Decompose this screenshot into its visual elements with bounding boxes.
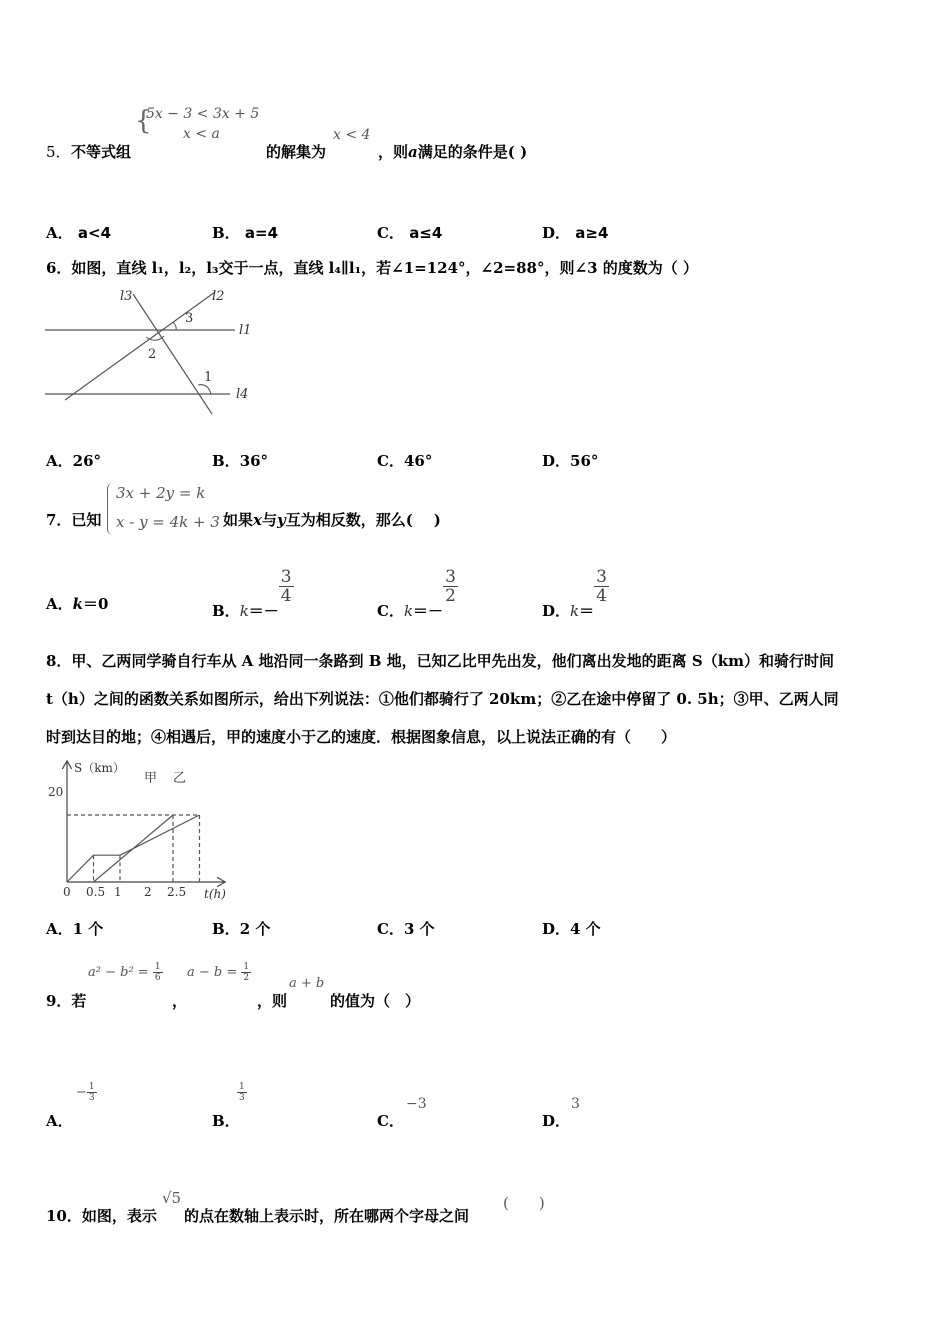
q5-option-c-label: C． [377, 224, 404, 242]
q8-option-b[interactable] [212, 918, 270, 939]
q8-line-2: t（h）之间的函数关系如图所示，给出下列说法：①他们都骑行了 20km；②乙在途中停留了 0. 5h；③甲、乙两人同 [46, 690, 839, 708]
q9-option-a-math [76, 1082, 97, 1103]
q8-label-yi: 乙 [173, 771, 187, 786]
q9-expr2 [187, 962, 251, 983]
q7-option-b-rel: ＝－ [248, 601, 279, 620]
q7-option-c-num: 3 [445, 567, 456, 587]
q5-option-d[interactable] [542, 222, 608, 243]
q7-option-a[interactable] [46, 593, 108, 614]
q7-option-c-rel: ＝－ [413, 601, 444, 620]
q6-label-l4: l4 [236, 387, 249, 402]
q6-label-l2: l2 [212, 289, 225, 304]
q6-option-b-value: 36° [239, 452, 269, 470]
q7-t2: 如果 [223, 511, 254, 529]
q7-var-y: y [276, 511, 286, 529]
q8-xtick-1: 1 [114, 885, 122, 899]
q7-option-d-label: D． [542, 601, 571, 620]
q5-text-5: ) [520, 143, 528, 161]
q9-option-b-num: 1 [239, 1082, 245, 1092]
q6-label-l3: l3 [120, 289, 133, 304]
q6-option-d-label: D． [542, 452, 571, 470]
q7-option-d[interactable] [542, 567, 609, 620]
q7-text-2 [223, 509, 441, 530]
q7-option-a-k: k [72, 595, 84, 613]
q8-option-a-label: A． [46, 920, 73, 938]
q8-xtick-0-5: 0.5 [86, 885, 106, 899]
q7-option-b[interactable] [212, 567, 294, 620]
q9-text-3: 的值为（ ） [330, 992, 421, 1010]
q9-option-a-den: 3 [88, 1093, 95, 1103]
q7-option-d-frac [594, 568, 609, 605]
q9-expr2-frac [241, 962, 251, 983]
q6-option-a-value: 26° [72, 452, 102, 470]
q6-label-angle3: 3 [185, 311, 194, 326]
q7-option-d-num: 3 [596, 567, 607, 587]
q9-expr3: a + b [289, 976, 325, 991]
q8-graph [44, 758, 234, 903]
q8-series [67, 815, 200, 882]
q8-option-d-label: D． [542, 920, 571, 938]
q8-option-d-value: 4 个 [570, 920, 601, 938]
q5-option-a[interactable] [46, 222, 111, 243]
q7-option-c[interactable] [377, 567, 458, 620]
q5-option-b-value: a=4 [244, 224, 279, 242]
q8-option-c-value: 3 个 [403, 920, 435, 938]
q7-system-brace [107, 483, 114, 535]
q5-option-b-label: B． [212, 224, 240, 242]
q9-expr2-text: a − b = [187, 965, 238, 980]
q9-option-c-label[interactable]: C． [377, 1112, 404, 1130]
q5-option-c-value: a≤4 [409, 224, 443, 242]
q8-paragraph [46, 642, 906, 756]
q10-text-1: 10．如图，表示 [46, 1207, 157, 1225]
q8-option-a-value: 1 个 [72, 920, 104, 938]
q7-option-a-label: A． [46, 595, 73, 613]
q5-option-a-label: A． [46, 224, 73, 242]
q5-number: 5． [46, 143, 71, 161]
q9-text-2: ，则 [257, 992, 288, 1010]
q6-option-b-label: B． [212, 452, 240, 470]
q8-ytick-20: 20 [48, 785, 64, 799]
q7-option-b-label: B． [212, 601, 240, 620]
q5-solution: x < 4 [333, 127, 371, 143]
q9-option-a-num: 1 [88, 1082, 95, 1092]
q10-text-2: 的点在数轴上表示时，所在哪两个字母之间 [184, 1207, 470, 1225]
q6-option-c-label: C． [377, 452, 404, 470]
q5-text-2: 的解集为 [266, 143, 327, 161]
q7-option-c-frac [443, 568, 458, 605]
q9-option-b-label[interactable]: B． [212, 1112, 240, 1130]
q8-ylabel: S（km） [74, 761, 125, 775]
q9-expr1-num: 1 [154, 962, 161, 972]
q5-text-3a: ，则 [378, 143, 409, 161]
q8-xtick-0: 0 [63, 885, 71, 899]
q6-label-l1: l1 [239, 323, 252, 338]
q9-text-1: 9．若 [46, 992, 87, 1010]
q8-label-jia: 甲 [144, 771, 158, 786]
q5-option-a-value: a<4 [77, 224, 112, 242]
q9-option-c-value: −3 [406, 1096, 427, 1112]
q6-line-l3 [133, 294, 212, 414]
q8-option-b-label: B． [212, 920, 240, 938]
q5-system-brace: { [135, 106, 152, 136]
q9-option-b-frac [237, 1082, 247, 1103]
q5-option-d-value: a≥4 [575, 224, 609, 242]
q7-option-c-k: k [403, 601, 414, 620]
q8-xtick-2-5: 2.5 [167, 885, 187, 899]
q7-option-b-frac [279, 568, 294, 605]
q8-series-yi-segment-2 [120, 815, 200, 855]
q9-option-a-minus: − [76, 1085, 87, 1100]
q6-option-a-label: A． [46, 452, 73, 470]
q6-angle3-arc [173, 322, 176, 330]
q7-option-d-den: 4 [596, 586, 607, 606]
q5-option-c[interactable] [377, 222, 442, 243]
q5-option-b[interactable] [212, 222, 278, 243]
q5-system-line2: x < a [183, 126, 220, 142]
q6-option-a[interactable] [46, 450, 101, 471]
q8-option-c[interactable] [377, 918, 435, 939]
q7-option-a-rel: ＝0 [83, 595, 109, 613]
q9-expr1-den: 6 [154, 973, 161, 983]
q9-option-b-math [237, 1082, 247, 1103]
q8-option-a[interactable] [46, 918, 103, 939]
q9-expr1 [88, 962, 163, 983]
q9-option-b-den: 3 [239, 1093, 245, 1103]
q6-figure [40, 282, 270, 422]
q9-comma: ， [172, 992, 188, 1010]
q7-option-b-k: k [239, 601, 249, 620]
q5-var-a: a [408, 143, 418, 161]
q7-system-line1: 3x + 2y = k [116, 484, 206, 502]
q7-system-line2: x - y = 4k + 3 [116, 513, 220, 531]
q7-option-c-label: C． [377, 601, 404, 620]
q9-expr1-frac [153, 962, 163, 983]
q7-var-x: x [253, 511, 262, 529]
q9-expr2-den: 2 [243, 973, 250, 983]
q8-option-b-value: 2 个 [239, 920, 271, 938]
q7-t4: 互为相反数，那么( [285, 511, 413, 529]
q9-option-d-value: 3 [571, 1096, 580, 1112]
q7-option-d-rel: ＝ [579, 601, 595, 620]
q10-sqrt5: √5 [162, 1189, 182, 1207]
q5-system-line1: 5x − 3 < 3x + 5 [146, 106, 260, 122]
q7-option-b-num: 3 [280, 567, 292, 587]
q9-option-d-label[interactable]: D． [542, 1112, 571, 1130]
q8-line-3: 时到达目的地；④相遇后，甲的速度小于乙的速度．根据图象信息，以上说法正确的有（ ） [46, 728, 677, 746]
q8-option-d[interactable] [542, 918, 601, 939]
q8-option-c-label: C． [377, 920, 404, 938]
q5-text-4: 满足的条件是( [417, 143, 515, 161]
q6-text: 6．如图，直线 l₁，l₂，l₃交于一点，直线 l₄∥l₁，若∠1=124°，∠2=88°，则∠3 的度数为（ ） [46, 259, 698, 277]
q6-option-c[interactable] [377, 450, 432, 471]
q8-series-yi-segment-0 [67, 855, 94, 882]
q5-text-1: 不等式组 [71, 143, 132, 161]
q9-expr1-text: a² − b² = [88, 965, 149, 980]
q8-line-1: 8．甲、乙两同学骑自行车从 A 地沿同一条路到 B 地，已知乙比甲先出发，他们离出发地的距离 S（km）和骑行时间 [46, 652, 834, 670]
q7-option-c-den: 2 [445, 586, 456, 606]
q7-option-b-den: 4 [280, 586, 292, 606]
q9-option-a-frac [87, 1082, 97, 1103]
q7-t5: ) [433, 511, 441, 529]
q7-t3: 与 [261, 511, 277, 529]
q5-text-3 [378, 141, 527, 162]
q6-option-d[interactable] [542, 450, 598, 471]
q5-option-d-label: D． [542, 224, 571, 242]
q8-xlabel: t(h) [204, 887, 226, 901]
q7-text-1: 7．已知 [46, 511, 102, 529]
q7-option-d-k: k [570, 601, 580, 620]
q6-label-angle1: 1 [204, 370, 213, 385]
q6-option-c-value: 46° [403, 452, 433, 470]
q6-label-angle2: 2 [148, 347, 157, 362]
q9-expr2-num: 1 [243, 962, 250, 972]
q6-option-b[interactable] [212, 450, 268, 471]
q6-option-d-value: 56° [570, 452, 599, 470]
q8-xtick-2: 2 [144, 885, 152, 899]
q6-angle1-arc [198, 385, 211, 394]
q10-paren: ( ) [503, 1194, 545, 1212]
q9-option-a-label[interactable]: A． [46, 1112, 73, 1130]
